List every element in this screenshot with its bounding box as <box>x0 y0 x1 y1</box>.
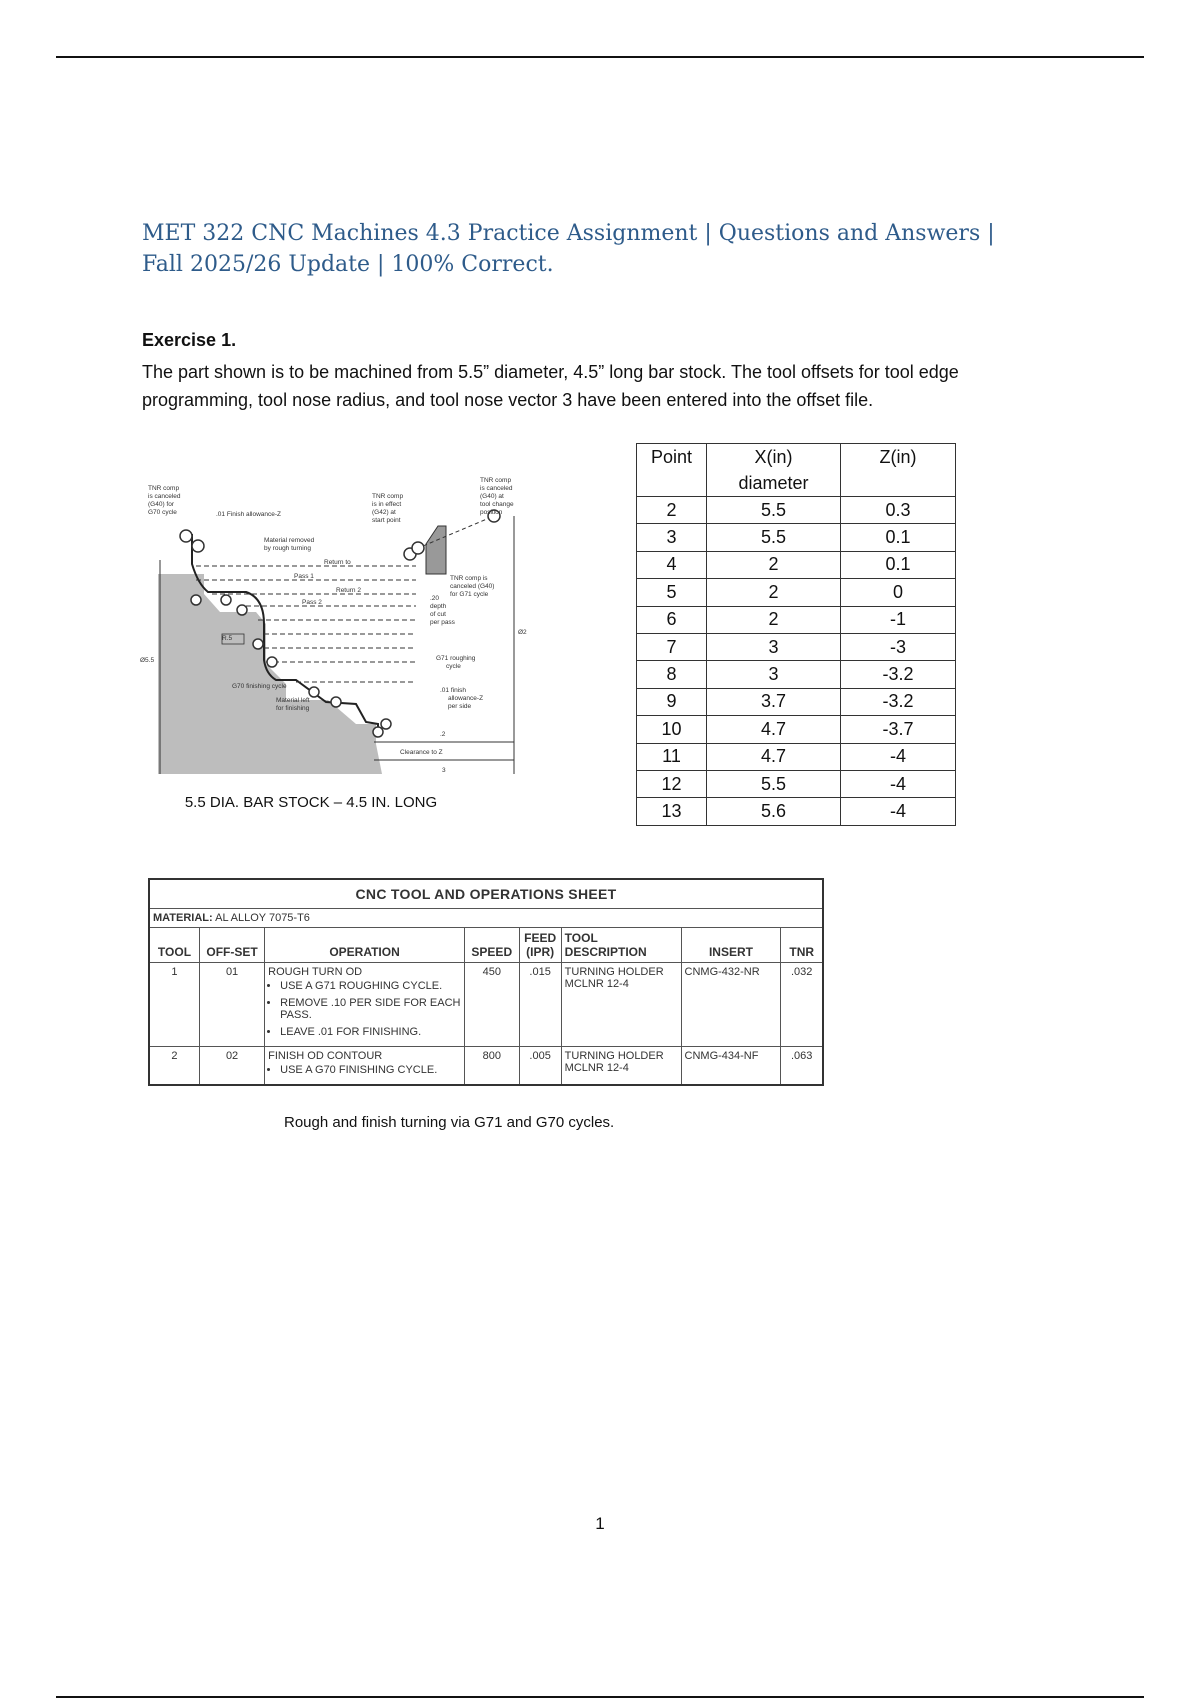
points-table-body <box>637 497 956 826</box>
table-row <box>637 798 956 825</box>
operation-title: ROUGH TURN OD <box>268 966 363 978</box>
table-cell: 7 <box>637 633 707 660</box>
label-material-removed: Material removed by rough turning <box>264 537 315 552</box>
operation-step: • REMOVE .10 PER SIDE FOR EACH PASS. <box>280 997 461 1021</box>
top-rule <box>56 56 1144 58</box>
table-row <box>637 606 956 633</box>
turning-diagram <box>140 474 558 778</box>
ops-cell-tool: 2 <box>149 1047 199 1086</box>
label-dia55: Ø5.5 <box>140 657 155 664</box>
table-cell: 2 <box>707 606 841 633</box>
table-cell: 4 <box>637 551 707 578</box>
label-tnr-toolchange: TNR comp is canceled (G40) at tool change position <box>480 477 514 516</box>
label-dim-z2: .2 <box>440 731 446 738</box>
label-depth: .20 depth of cut per pass <box>430 595 455 626</box>
ops-cell-offset: 02 <box>199 1047 264 1086</box>
table-row <box>637 497 956 524</box>
bottom-rule <box>56 1696 1144 1698</box>
header-point: Point <box>637 444 707 497</box>
table-cell: 0.1 <box>841 551 956 578</box>
ops-cell-tool-description: TURNING HOLDER MCLNR 12-4 <box>561 1047 681 1086</box>
label-return-2: Return 2 <box>336 587 361 594</box>
label-g70-finishing: G70 finishing cycle <box>232 683 287 690</box>
table-cell: 9 <box>637 688 707 715</box>
table-row <box>637 524 956 551</box>
ops-cell-operation <box>265 1047 465 1086</box>
ops-cell-tool: 1 <box>149 963 199 1047</box>
ops-cell-tool-description: TURNING HOLDER MCLNR 12-4 <box>561 963 681 1047</box>
col-feed: FEED (IPR) <box>519 928 561 963</box>
table-row <box>637 716 956 743</box>
table-cell: 5.5 <box>707 524 841 551</box>
col-insert: INSERT <box>681 928 781 963</box>
ops-cell-speed: 450 <box>464 963 519 1047</box>
table-row <box>637 770 956 797</box>
operation-steps <box>268 980 461 1038</box>
label-tnr-g70: TNR comp is canceled (G40) for G70 cycle <box>148 485 181 516</box>
label-finish-allowance-x: .01 finish allowance-Z per side <box>440 687 484 710</box>
label-dim-3: 3 <box>442 767 446 774</box>
exercise-text: The part shown is to be machined from 5.5” diameter, 4.5” long bar stock. The tool offsets for tool edge programming, tool nose radius, and tool nose vector 3 have been entered into the offset file. <box>142 362 959 410</box>
label-material-left: Material left for finishing <box>276 697 310 712</box>
label-dia2: Ø2 <box>518 629 527 636</box>
label-return-to: Return to <box>324 559 351 566</box>
table-cell: 2 <box>637 497 707 524</box>
points-table <box>636 443 956 826</box>
table-cell: -4 <box>841 770 956 797</box>
table-cell: 0.1 <box>841 524 956 551</box>
ops-cell-operation <box>265 963 465 1047</box>
table-cell: 2 <box>707 551 841 578</box>
ops-cell-insert: CNMG-434-NF <box>681 1047 781 1086</box>
table-cell: 5.5 <box>707 497 841 524</box>
ops-row <box>149 963 823 1047</box>
table-cell: -3.2 <box>841 661 956 688</box>
table-cell: -3.7 <box>841 716 956 743</box>
table-cell: 3 <box>637 524 707 551</box>
table-cell: 8 <box>637 661 707 688</box>
table-cell: 4.7 <box>707 743 841 770</box>
operation-step: • USE A G70 FINISHING CYCLE. <box>280 1064 461 1076</box>
points-table-header <box>637 444 956 497</box>
header-x: X(in) diameter <box>707 444 841 497</box>
tool-holder <box>426 526 446 574</box>
table-cell: 6 <box>637 606 707 633</box>
table-cell: -3 <box>841 633 956 660</box>
label-clearance: Clearance to Z <box>400 749 443 756</box>
table-cell: 12 <box>637 770 707 797</box>
table-cell: 5 <box>637 579 707 606</box>
operation-step: • USE A G71 ROUGHING CYCLE. <box>280 980 461 992</box>
ops-row <box>149 1047 823 1086</box>
ops-cell-insert: CNMG-432-NR <box>681 963 781 1047</box>
exercise-heading: Exercise 1. <box>142 330 237 350</box>
sheet-body <box>149 963 823 1086</box>
label-pass-2: Pass 2 <box>302 599 322 606</box>
label-tnr-in-effect: TNR comp is in effect (G42) at start point <box>372 493 404 524</box>
operations-sheet <box>148 878 824 1086</box>
table-cell: 4.7 <box>707 716 841 743</box>
page-number: 1 <box>595 1514 605 1533</box>
table-cell: 5.5 <box>707 770 841 797</box>
operation-title: FINISH OD CONTOUR <box>268 1050 383 1062</box>
label-r5: R.5 <box>222 635 233 642</box>
label-g71-roughing: G71 roughing cycle <box>436 655 476 670</box>
operation-steps <box>268 1064 461 1076</box>
col-operation: OPERATION <box>265 928 465 963</box>
material-row: MATERIAL: AL ALLOY 7075-T6 <box>149 909 823 928</box>
table-cell: 10 <box>637 716 707 743</box>
ops-cell-tnr: .063 <box>781 1047 823 1086</box>
label-finish-allowance-z: .01 Finish allowance-Z <box>216 511 282 518</box>
table-cell: 0 <box>841 579 956 606</box>
document-title: MET 322 CNC Machines 4.3 Practice Assignment | Questions and Answers | Fall 2025/26 Update | 100% Correct. <box>142 221 995 277</box>
col-speed: SPEED <box>464 928 519 963</box>
label-tnr-g71: TNR comp is canceled (G40) for G71 cycle <box>450 575 495 598</box>
table-cell: 2 <box>707 579 841 606</box>
table-row <box>637 633 956 660</box>
col-tnr: TNR <box>781 928 823 963</box>
table-cell: 13 <box>637 798 707 825</box>
col-offset: OFF-SET <box>199 928 264 963</box>
table-cell: -4 <box>841 743 956 770</box>
table-row <box>637 579 956 606</box>
sheet-header-row <box>149 928 823 963</box>
table-cell: 11 <box>637 743 707 770</box>
table-row <box>637 688 956 715</box>
ops-cell-offset: 01 <box>199 963 264 1047</box>
ops-caption: Rough and finish turning via G71 and G70 cycles. <box>284 1114 615 1131</box>
col-tool: TOOL <box>149 928 199 963</box>
table-cell: -4 <box>841 798 956 825</box>
operation-step: • LEAVE .01 FOR FINISHING. <box>280 1026 461 1038</box>
table-cell: -1 <box>841 606 956 633</box>
table-cell: 0.3 <box>841 497 956 524</box>
table-cell: 5.6 <box>707 798 841 825</box>
label-pass-1: Pass 1 <box>294 573 314 580</box>
ops-cell-tnr: .032 <box>781 963 823 1047</box>
ops-cell-speed: 800 <box>464 1047 519 1086</box>
col-tool-description: TOOL DESCRIPTION <box>561 928 681 963</box>
table-cell: 3 <box>707 633 841 660</box>
table-row <box>637 661 956 688</box>
table-row <box>637 551 956 578</box>
table-row <box>637 743 956 770</box>
table-cell: 3.7 <box>707 688 841 715</box>
header-z: Z(in) <box>841 444 956 497</box>
table-cell: -3.2 <box>841 688 956 715</box>
table-cell: 3 <box>707 661 841 688</box>
sheet-title: CNC TOOL AND OPERATIONS SHEET <box>149 879 823 909</box>
ops-cell-feed: .005 <box>519 1047 561 1086</box>
ops-cell-feed: .015 <box>519 963 561 1047</box>
diagram-caption: 5.5 DIA. BAR STOCK – 4.5 IN. LONG <box>184 794 438 811</box>
